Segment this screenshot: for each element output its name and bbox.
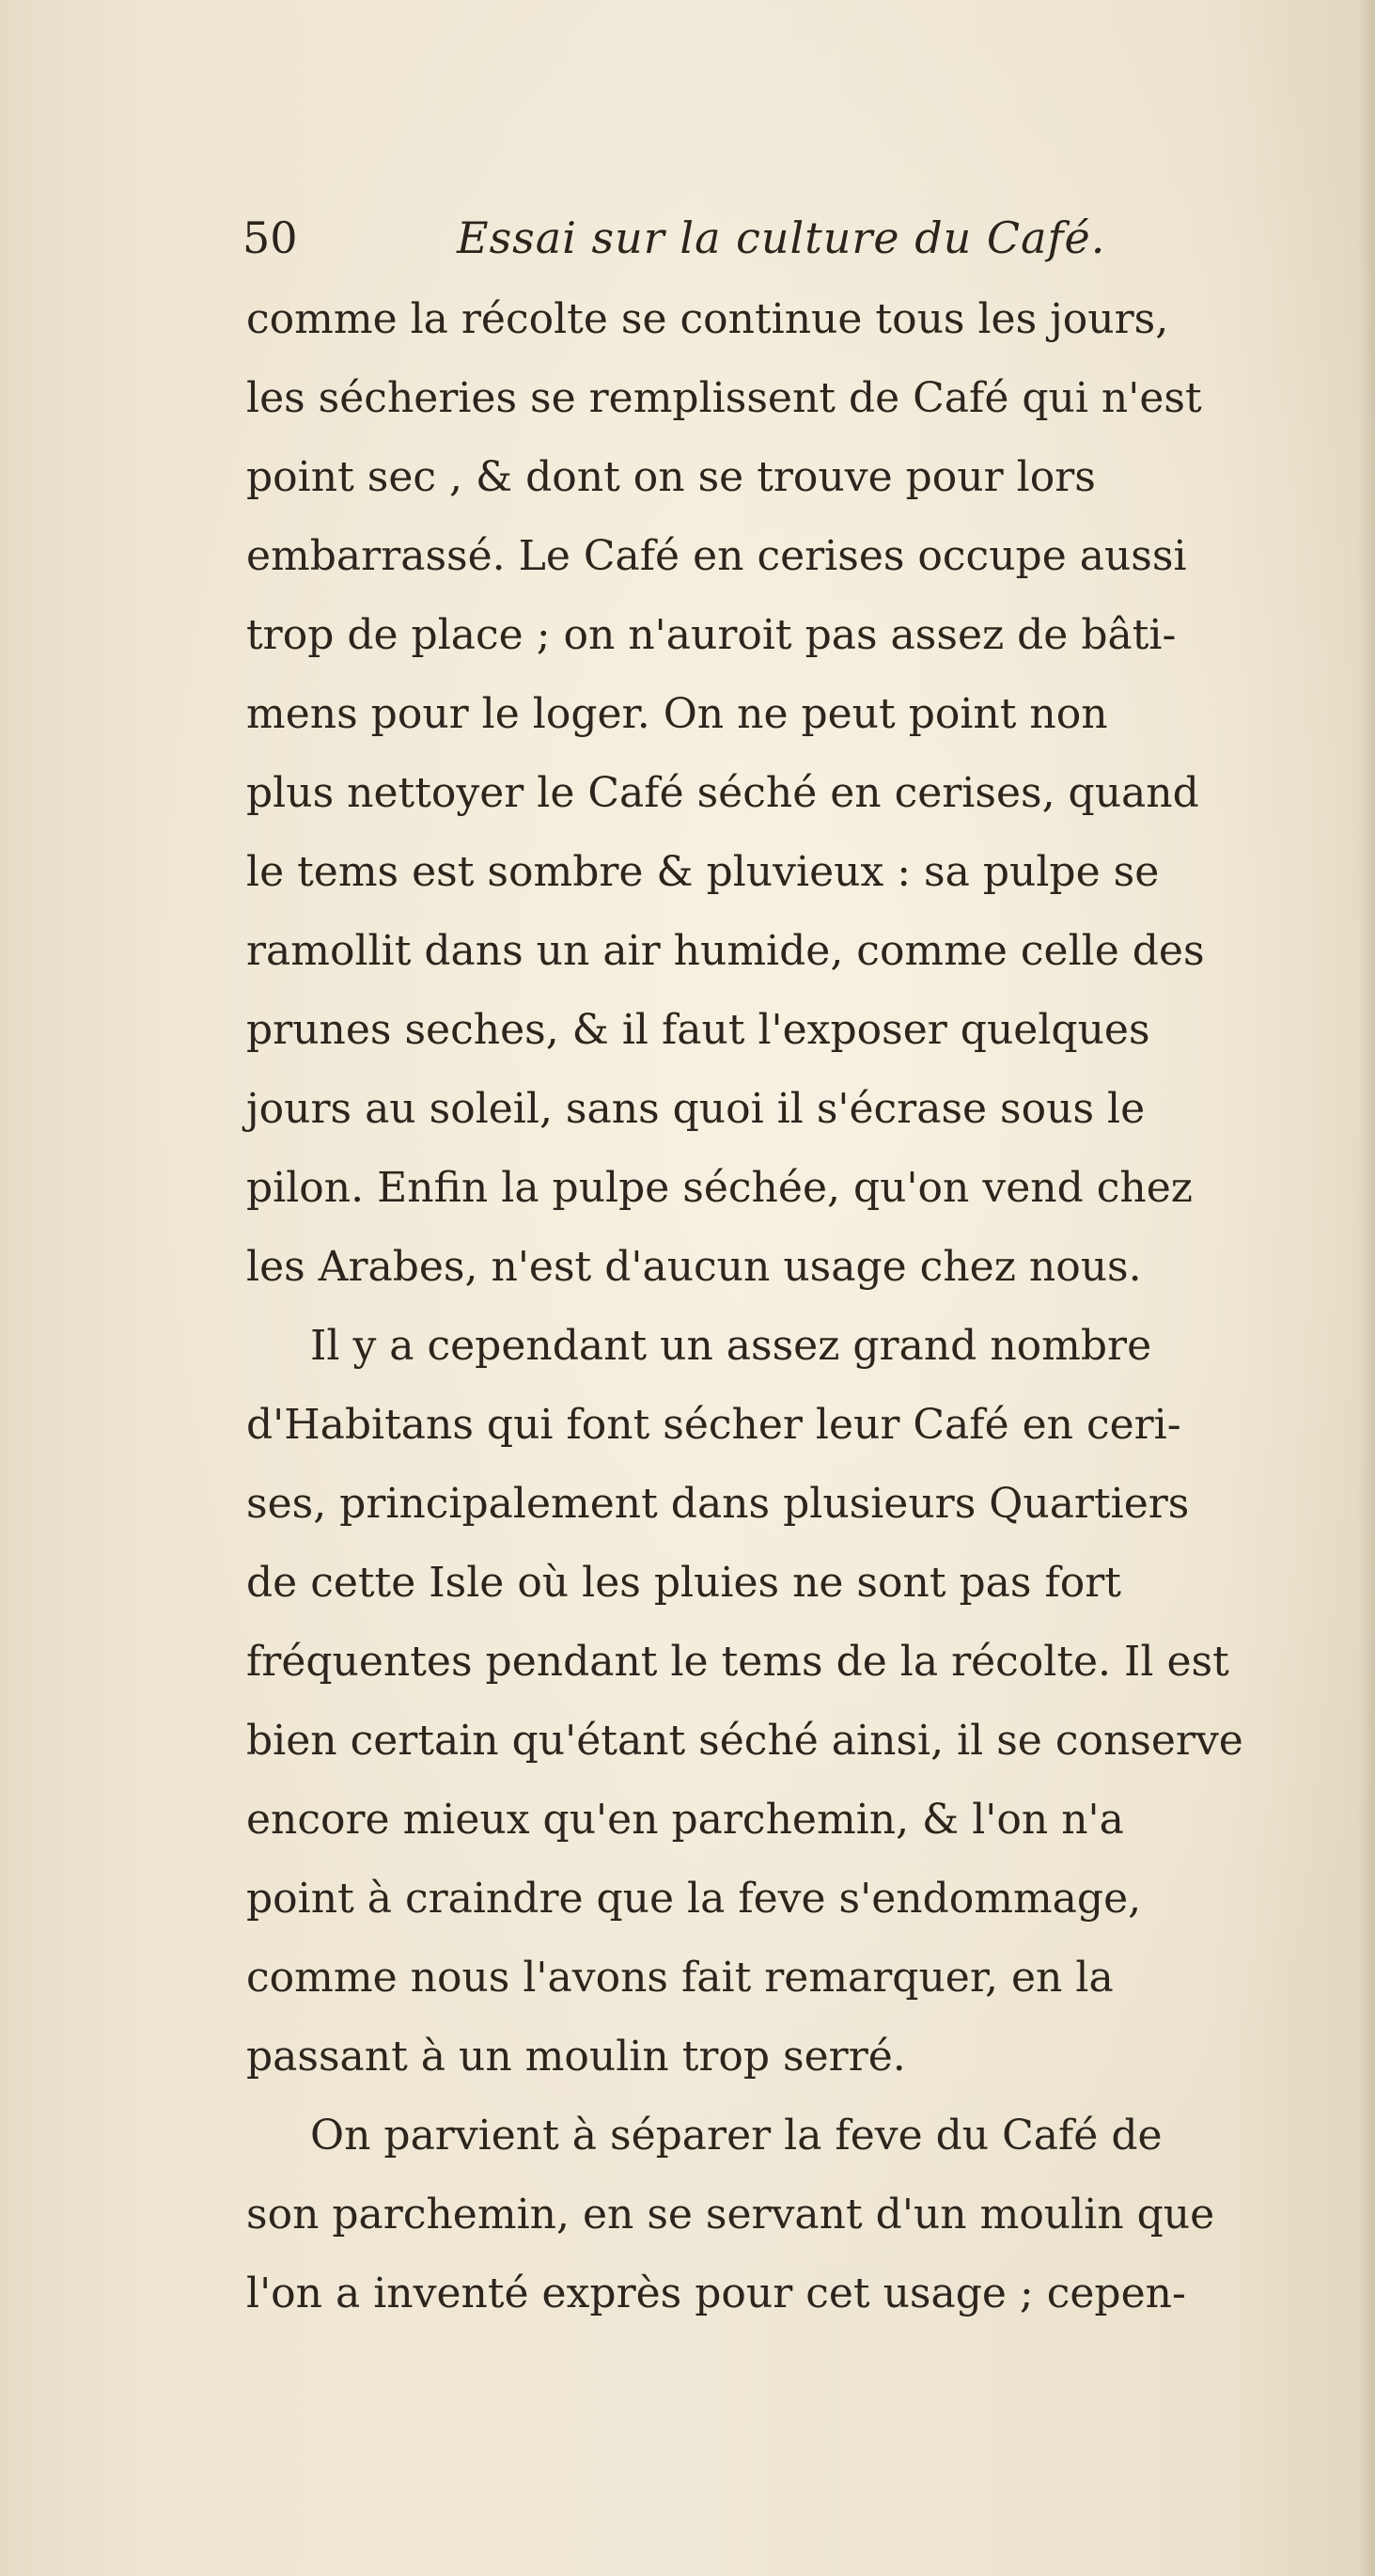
text-line: les Arabes, n'est d'aucun usage chez nous. xyxy=(246,1243,1142,1291)
text-line: point sec , & dont on se trouve pour lors xyxy=(246,453,1096,501)
text-line: son parchemin, en se servant d'un moulin que xyxy=(246,2191,1215,2238)
text-line: embarrassé. Le Café en cerises occupe aussi xyxy=(246,532,1187,580)
text-line: jours au soleil, sans quoi il s'écrase sous le xyxy=(246,1085,1146,1133)
text-line: d'Habitans qui font sécher leur Café en ceri- xyxy=(246,1401,1181,1449)
text-line: les sécheries se remplissent de Café qui n'est xyxy=(246,374,1202,422)
text-line: encore mieux qu'en parchemin, & l'on n'a xyxy=(246,1796,1124,1844)
running-title: Essai sur la culture du Café. xyxy=(457,212,1106,263)
paragraph-start-line: On parvient à séparer la feve du Café de xyxy=(310,2112,1163,2160)
text-line: comme la récolte se continue tous les jours, xyxy=(246,295,1169,343)
body-text xyxy=(246,280,1355,2333)
text-line: plus nettoyer le Café séché en cerises, quand xyxy=(246,769,1199,817)
text-line: de cette Isle où les pluies ne sont pas fort xyxy=(246,1559,1121,1607)
text-line: ses, principalement dans plusieurs Quartiers xyxy=(246,1480,1190,1528)
text-line: comme nous l'avons fait remarquer, en la xyxy=(246,1954,1114,2002)
text-line: pilon. Enfin la pulpe séchée, qu'on vend chez xyxy=(246,1164,1193,1212)
text-line: ramollit dans un air humide, comme celle des xyxy=(246,927,1205,975)
paragraph-start-line: Il y a cependant un assez grand nombre xyxy=(310,1322,1152,1370)
text-line: le tems est sombre & pluvieux : sa pulpe se xyxy=(246,848,1160,896)
text-line: fréquentes pendant le tems de la récolte. Il est xyxy=(246,1638,1229,1686)
text-line: prunes seches, & il faut l'exposer quelques xyxy=(246,1006,1150,1054)
text-line: l'on a inventé exprès pour cet usage ; cepen- xyxy=(246,2270,1186,2317)
page-number: 50 xyxy=(242,212,298,263)
text-line: mens pour le loger. On ne peut point non xyxy=(246,690,1108,738)
text-line: point à craindre que la feve s'endommage, xyxy=(246,1875,1142,1923)
text-line: passant à un moulin trop serré. xyxy=(246,2033,906,2081)
page-header xyxy=(242,205,1182,271)
text-line: trop de place ; on n'auroit pas assez de bâti- xyxy=(246,611,1177,659)
text-line: bien certain qu'étant séché ainsi, il se conserve xyxy=(246,1717,1243,1765)
